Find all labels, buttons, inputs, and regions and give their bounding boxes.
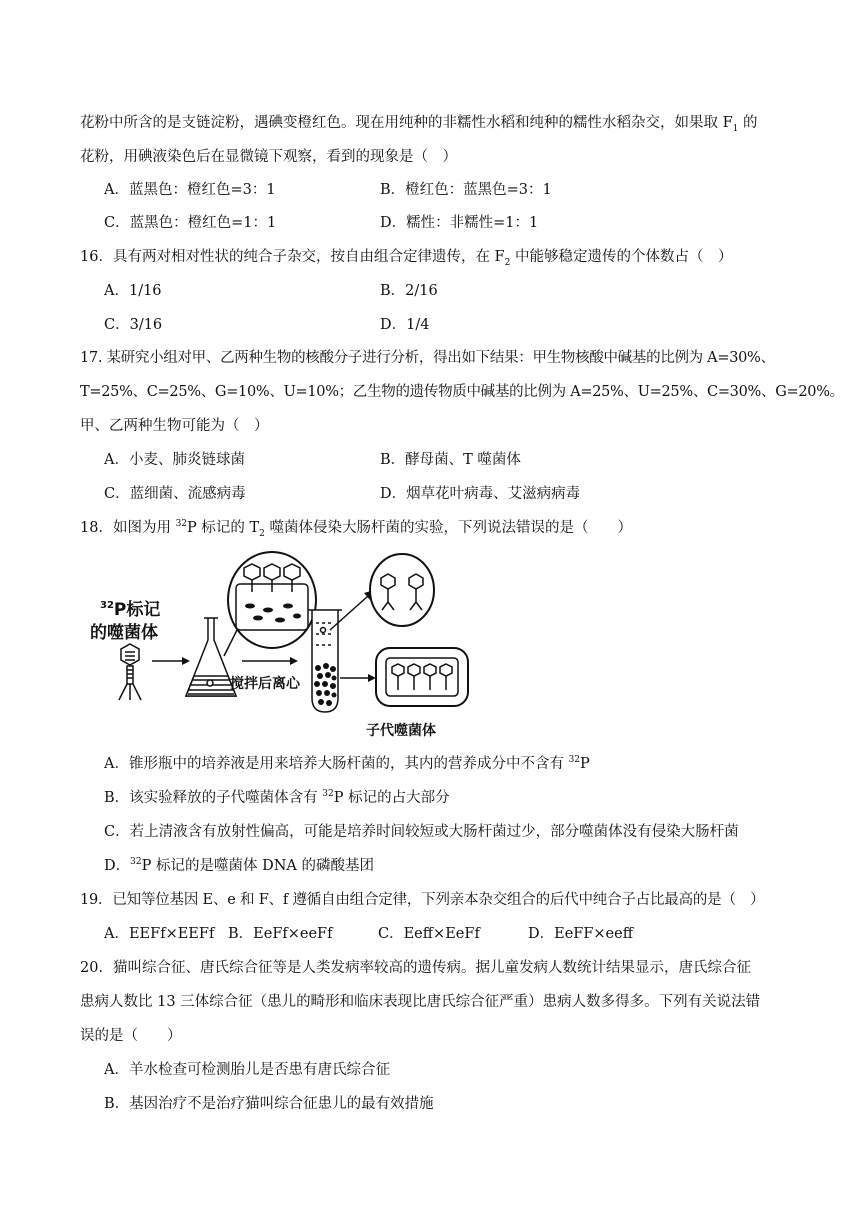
q18-option-b: B．该实验释放的子代噬菌体含有 $^{32}$P 标记的占大部分 bbox=[104, 789, 450, 806]
q15-option-c: C．蓝黑色：橙红色=1：1 bbox=[104, 215, 277, 231]
q18-option-c: C．若上清液含有放射性偏高，可能是培养时间较短或大肠杆菌过少，部分噬菌体没有侵染大肠杆菌 bbox=[104, 824, 739, 840]
q20-option-b: B．基因治疗不是治疗猫叫综合征患儿的最有效措施 bbox=[104, 1096, 434, 1112]
q20-stem-line-2: 患病人数比 13 三体综合征（患儿的畸形和临床表现比唐氏综合征严重）患病人数多得多。下列有关说法错 bbox=[80, 994, 761, 1010]
q18-option-a: A．锥形瓶中的培养液是用来培养大肠杆菌的，其内的营养成分中不含有 $^{32}$P bbox=[104, 755, 590, 772]
q19-option-d: D．EeFF×eeff bbox=[528, 926, 634, 942]
q20-option-a: A．羊水检查可检测胎儿是否患有唐氏综合征 bbox=[104, 1062, 390, 1078]
q16-option-b: B．2/16 bbox=[380, 283, 438, 299]
q15-stem-line-2: 花粉，用碘液染色后在显微镜下观察，看到的现象是（ ） bbox=[80, 149, 457, 165]
q15-option-d: D．糯性：非糯性=1：1 bbox=[380, 215, 539, 231]
q17-option-c: C．蓝细菌、流感病毒 bbox=[104, 486, 246, 502]
q18-stem: 18．如图为用 $^{32}$P 标记的 $T_2$ 噬菌体侵染大肠杆菌的实验，下列说法错误的是（ ） bbox=[80, 519, 633, 539]
q19-stem: 19．已知等位基因 E、e 和 F、f 遵循自由组合定律，下列亲本杂交组合的后代中纯合子占比最高的是（ ） bbox=[80, 892, 765, 908]
q16-option-d: D．1/4 bbox=[380, 317, 430, 333]
q19-option-a: A．EEFf×EEFf bbox=[104, 926, 215, 942]
q20-stem-line-3: 误的是（ ） bbox=[80, 1028, 182, 1044]
fig-label-line-1: $^{32}$P标记 bbox=[100, 600, 161, 620]
phage-experiment-figure bbox=[90, 548, 480, 743]
offspring-phage-box bbox=[376, 648, 468, 706]
test-tube-icon bbox=[308, 610, 342, 712]
q16-option-c: C．3/16 bbox=[104, 317, 163, 333]
q17-stem-line-2: T=25%、C=25%、G=10%、U=10%；乙生物的遗传物质中碱基的比例为 A=25%、U=25%、C=30%、G=20%。 bbox=[80, 384, 844, 400]
supernatant-phage-circle bbox=[370, 554, 434, 626]
q16-stem: 16．具有两对相对性状的纯合子杂交，按自由组合定律遗传，在 $F_2$ 中能够稳定遗传的个体数占（ ） bbox=[80, 249, 733, 268]
q18-option-d: D．$^{32}$P 标记的是噬菌体 DNA 的磷酸基团 bbox=[104, 857, 374, 874]
fig-label-line-2: 的噬菌体 bbox=[90, 623, 158, 643]
fig-offspring-label: 子代噬菌体 bbox=[366, 723, 436, 739]
fig-stir-label: 搅拌后离心 bbox=[230, 676, 300, 692]
q17-stem-line-3: 甲、乙两种生物可能为（ ） bbox=[80, 418, 269, 434]
q15-option-b: B．橙红色：蓝黑色=3：1 bbox=[380, 182, 552, 198]
q20-stem-line-1: 20．猫叫综合征、唐氏综合征等是人类发病率较高的遗传病。据儿童发病人数统计结果显示，唐氏综合征 bbox=[80, 960, 751, 976]
q17-option-b: B．酵母菌、T 噬菌体 bbox=[380, 452, 521, 468]
phage-icon bbox=[119, 644, 141, 700]
q19-option-c: C．Eeff×EeFf bbox=[378, 926, 480, 942]
q15-stem-line-1: 花粉中所含的是支链淀粉，遇碘变橙红色。现在用纯种的非糯性水稻和纯种的糯性水稻杂交，如果取 $F_1$ 的 bbox=[80, 115, 758, 134]
conical-flask-icon bbox=[186, 618, 236, 696]
q15-option-a: A．蓝黑色：橙红色=3：1 bbox=[104, 182, 276, 198]
q17-option-a: A．小麦、肺炎链球菌 bbox=[104, 452, 245, 468]
q19-option-b: B．EeFf×eeFf bbox=[228, 926, 333, 942]
q16-option-a: A．1/16 bbox=[104, 283, 162, 299]
q17-stem-line-1: 17. 某研究小组对甲、乙两种生物的核酸分子进行分析，得出如下结果：甲生物核酸中碱基的比例为 A=30%、 bbox=[80, 350, 775, 366]
q17-option-d: D．烟草花叶病毒、艾滋病病毒 bbox=[380, 486, 581, 502]
